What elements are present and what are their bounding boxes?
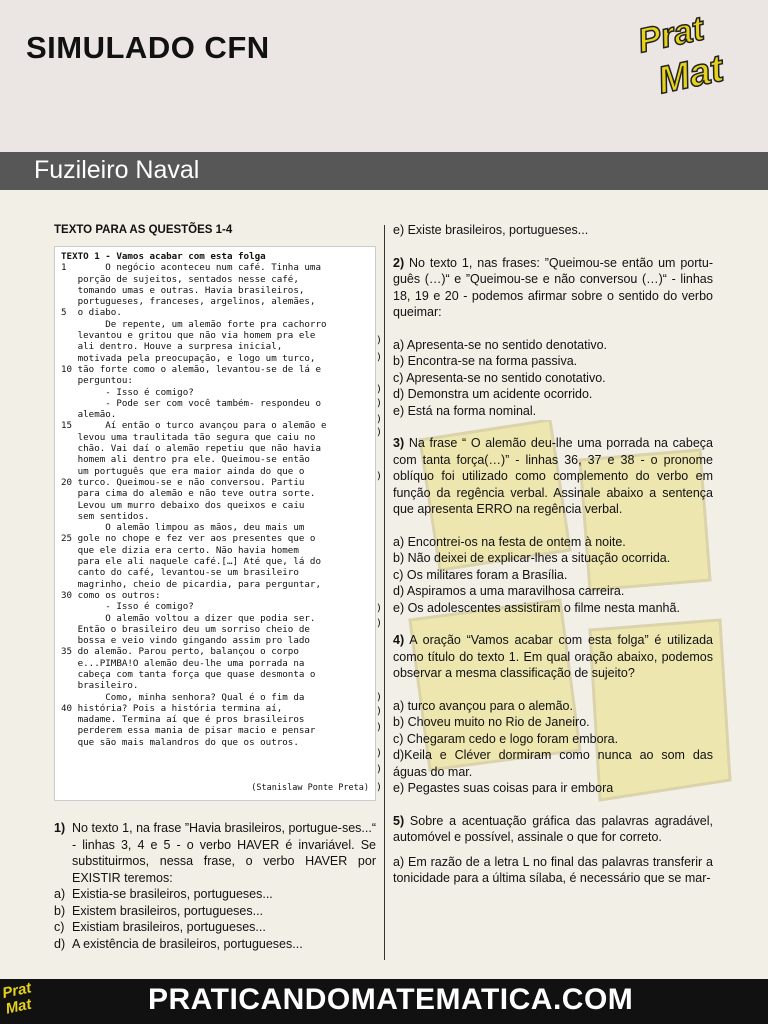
margin-paren: ) <box>376 414 383 425</box>
option-letter: c) <box>54 920 65 934</box>
margin-paren: ) <box>376 335 383 346</box>
text-line: levou uma traulitada tão segura que caiu no <box>61 431 316 443</box>
question-1 <box>54 820 376 952</box>
text-line: 30 como os outros: <box>61 589 161 601</box>
option-letter: d) <box>54 936 66 951</box>
text-1-box <box>54 246 376 801</box>
subtitle-bar <box>0 152 768 190</box>
text-line: brasileiro. <box>61 680 139 692</box>
footer-logo-prat: Prat <box>0 979 33 1003</box>
logo-text-mat: Mat <box>654 47 728 103</box>
option-item <box>54 903 376 920</box>
option-item: e) Está na forma nominal. <box>393 403 537 418</box>
option-letter: b) <box>54 903 66 918</box>
question-text: Na frase “ O alemão deu-lhe uma porrada na cabeça com tanta força(…)” - linhas 36, 37 e 38 - o pronome oblíquo foi utilizado como complemento do verbo em função da regência verbal. Assinale abaixo a sentença que apresenta ERRO na regência verbal. <box>393 436 713 516</box>
margin-paren: ) <box>376 427 383 438</box>
text-line: 5 o diabo. <box>61 307 122 319</box>
footer <box>0 979 768 1024</box>
question-2-options <box>393 337 713 420</box>
text-line: portugueses, franceses, argelinos, alemães, <box>61 296 316 308</box>
question-number: 1) <box>54 821 66 835</box>
question-number: 3) <box>393 436 405 450</box>
logo-text-prat: Prat <box>634 9 708 61</box>
text-line: 35 do alemão. Parou perto, balançou o corpo <box>61 646 299 658</box>
pratmat-logo <box>632 9 742 104</box>
text-line: canto do café, levantou-se um brasileiro <box>61 567 299 579</box>
option-item: c) Apresenta-se no sentido conotativo. <box>393 370 606 385</box>
question-2 <box>393 255 713 321</box>
text-line: 1 O negócio aconteceu num café. Tinha uma <box>61 262 321 274</box>
margin-paren: ) <box>376 706 383 717</box>
option-item: d)Keila e Cléver dormiram como nunca ao som das águas do mar. <box>393 748 713 779</box>
page-title: SIMULADO CFN <box>26 30 270 65</box>
text-line: para ele ali naquele café.[…] Até que, lá do <box>61 556 321 568</box>
option-item <box>54 919 376 936</box>
text-line: homem ali dentro pra ele. Queimou-se então <box>61 454 310 466</box>
option-item: b) Choveu muito no Rio de Janeiro. <box>393 715 590 729</box>
question-3 <box>393 435 713 518</box>
question-5-options <box>393 854 713 887</box>
left-column <box>54 222 376 801</box>
option-item: a) turco avançou para o alemão. <box>393 698 573 713</box>
option-item: b) Encontra-se na forma passiva. <box>393 354 578 368</box>
option-item <box>54 886 376 903</box>
option-text: Existiam brasileiros, portugueses... <box>72 920 266 934</box>
option-item: c) Os militares foram a Brasília. <box>393 567 568 582</box>
text-author: (Stanislaw Ponte Preta) <box>251 782 369 793</box>
text-line: sem sentidos. <box>61 510 150 522</box>
question-5 <box>393 813 713 846</box>
text-line: bossa e veio vindo gingando assim pro lado <box>61 635 310 647</box>
option-item: a) Encontrei-os na festa de ontem à noite. <box>393 534 626 549</box>
text-line: - Isso é comigo? <box>61 386 194 398</box>
margin-paren: ) <box>376 764 383 775</box>
question-3-options <box>393 534 713 617</box>
text-line: - Isso é comigo? <box>61 601 194 613</box>
option-text: Existia-se brasileiros, portugueses... <box>72 887 273 901</box>
option-item: a) Em razão de a letra L no final das palavras transferir a tonicidade para a última sílaba, é necessário que se mar- <box>393 854 713 885</box>
option-letter: a) <box>54 887 66 901</box>
text-lines <box>61 262 369 748</box>
footer-site-link[interactable]: PRATICANDOMATEMATICA.COM <box>148 983 634 1016</box>
text-line: motivada pela preocupação, e logo um turco, <box>61 352 316 364</box>
question-text: Sobre a acentuação gráfica das palavras agradável, automóvel e possível, assinale o que for correto. <box>393 813 713 844</box>
text-line: De repente, um alemão forte pra cachorro <box>61 318 327 330</box>
question-4-options <box>393 698 713 797</box>
text-line: madame. Termina aí que é pros brasileiros <box>61 714 305 726</box>
question-number: 2) <box>393 255 405 270</box>
question-text: A oração “Vamos acabar com esta folga” é utilizada como título do texto 1. Em qual oração abaixo, podemos observar a mesma classificação de sujeito? <box>393 633 713 680</box>
option-item <box>54 936 376 953</box>
margin-paren: ) <box>376 782 383 793</box>
column-divider <box>384 225 385 960</box>
section-title: TEXTO PARA AS QUESTÕES 1-4 <box>54 224 233 236</box>
footer-logo <box>1 980 36 1017</box>
text-line: ali dentro. Houve a surpresa inicial, <box>61 341 283 353</box>
question-1-option-e: e) Existe brasileiros, portugueses... <box>393 223 589 237</box>
text-line: magrinho, cheio de picardia, para perguntar, <box>61 578 321 590</box>
option-item: e) Pegastes suas coisas para ir embora <box>393 781 614 795</box>
text-line: alemão. <box>61 409 117 421</box>
text-line: para cima do alemão e não teve outra sorte. <box>61 488 316 500</box>
option-item: e) Os adolescentes assistiram o filme nesta manhã. <box>393 600 680 615</box>
option-item: d) Demonstra um acidente ocorrido. <box>393 387 593 401</box>
question-1-options <box>54 886 376 952</box>
option-item: a) Apresenta-se no sentido denotativo. <box>393 337 608 352</box>
text-line: 15 Aí então o turco avançou para o alemão e <box>61 420 327 432</box>
text-line: 40 história? Pois a história termina aí, <box>61 702 283 714</box>
margin-paren: ) <box>376 384 383 395</box>
page-subtitle: Fuzileiro Naval <box>34 156 200 184</box>
margin-paren: ) <box>376 748 383 759</box>
margin-paren: ) <box>376 471 383 482</box>
margin-paren: ) <box>376 398 383 409</box>
question-text: No texto 1, nas frases: ”Queimou-se então um portu-guês (…)“ e ”Queimou-se e não conversou (…)“ - linhas 18, 19 e 20 - podemos afirmar sobre o sentido do verbo queimar: <box>393 255 713 319</box>
question-number: 4) <box>393 633 405 647</box>
text-line: Como, minha senhora? Qual é o fim da <box>61 691 305 703</box>
question-text: No texto 1, na frase ”Havia brasileiros, portugue-ses...“ - linhas 3, 4 e 5 - o verbo HAVER é invariável. Se substituirmos, nessa frase, o verbo HAVER por EXISTIR teremos: <box>72 821 376 885</box>
header-top <box>0 0 768 152</box>
text-line: chão. Vai daí o alemão repetiu que não havia <box>61 443 321 455</box>
text-line: que ele dizia era certo. Não havia homem <box>61 544 299 556</box>
text-line: Levou um murro debaixo dos queixos e caiu <box>61 499 305 511</box>
margin-paren: ) <box>376 352 383 363</box>
margin-paren: ) <box>376 692 383 703</box>
margin-paren: ) <box>376 603 383 614</box>
footer-logo-mat: Mat <box>4 995 33 1018</box>
text-line: um português que era maior ainda do que o <box>61 465 305 477</box>
question-4 <box>393 632 713 682</box>
text-line: - Pode ser com você também- respondeu o <box>61 397 321 409</box>
text-line: O alemão limpou as mãos, deu mais um <box>61 522 305 534</box>
option-item: b) Não deixei de explicar-lhes a situação ocorrida. <box>393 551 671 565</box>
text-line: 20 turco. Queimou-se e não conversou. Partiu <box>61 476 305 488</box>
text-title: TEXTO 1 - Vamos acabar com esta folga <box>61 251 266 262</box>
option-text: Existem brasileiros, portugueses... <box>72 903 264 918</box>
text-line: tomando umas e outras. Havia brasileiros, <box>61 284 305 296</box>
option-text: A existência de brasileiros, portugueses... <box>72 936 303 951</box>
text-line: Então o brasileiro deu um sorriso cheio de <box>61 623 310 635</box>
text-line: O alemão voltou a dizer que podia ser. <box>61 612 316 624</box>
right-column <box>393 222 713 887</box>
text-line: perderem essa mania de pisar macio e pensar <box>61 725 316 737</box>
text-line: porção de sujeitos, sentados nesse café, <box>61 273 299 285</box>
question-number: 5) <box>393 813 405 828</box>
margin-paren: ) <box>376 722 383 733</box>
margin-paren: ) <box>376 618 383 629</box>
text-line: e...PIMBA!O alemão deu-lhe uma porrada na <box>61 657 305 669</box>
option-item: c) Chegaram cedo e logo foram embora. <box>393 731 619 746</box>
text-line: 25 gole no chope e fez ver aos presentes que o <box>61 533 316 545</box>
option-item: d) Aspiramos a uma maravilhosa carreira. <box>393 584 625 598</box>
text-line: levantou e gritou que não via homem pra ele <box>61 330 316 342</box>
text-line: que são mais malandros do que os outros. <box>61 736 299 748</box>
text-line: perguntou: <box>61 375 133 387</box>
text-line: cabeça com tanta força que quase desmonta o <box>61 668 316 680</box>
text-line: 10 tão forte como o alemão, levantou-se de lá e <box>61 363 321 375</box>
